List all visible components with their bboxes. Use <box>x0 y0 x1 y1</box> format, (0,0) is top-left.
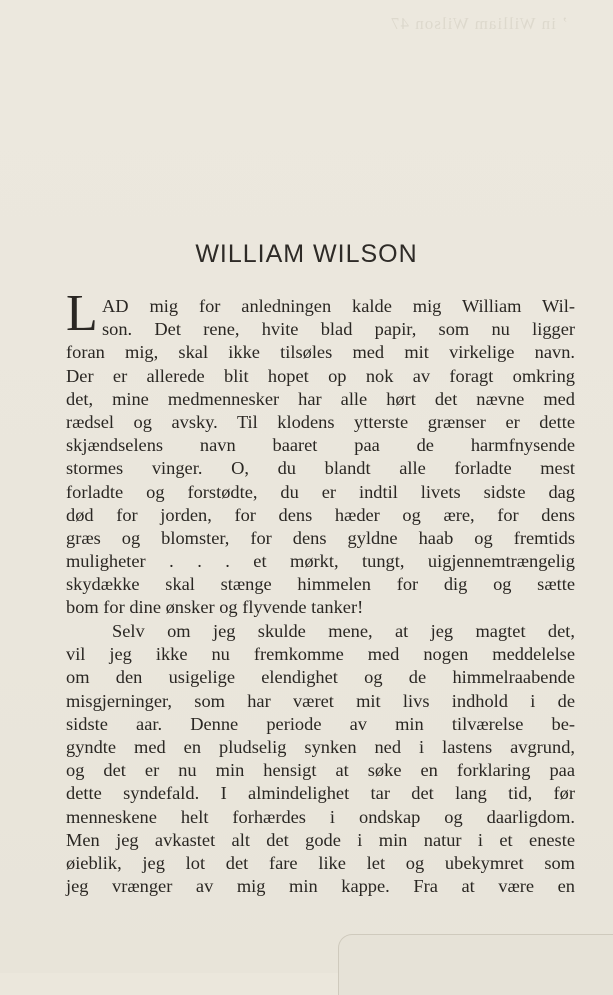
text-line: muligheter . . . et mørkt, tungt, uigjennemtrængelig <box>66 551 575 572</box>
page-corner-shadow <box>338 934 613 995</box>
text-line: Selv om jeg skulde mene, at jeg magtet det, <box>112 621 575 641</box>
paragraph-1 <box>66 295 575 620</box>
text-line: om den usigelige elendighet og de himmelraabende <box>66 667 575 688</box>
drop-cap: L <box>66 285 98 342</box>
text-line: forladte og forstødte, du er indtil livets sidste dag <box>66 481 575 502</box>
text-line: jeg vrænger av mig min kappe. Fra at være en <box>66 876 575 897</box>
text-line: foran mig, skal ikke tilsøles med mit virkelige navn. <box>66 342 575 363</box>
text-line: skydække skal stænge himmelen for dig og sætte <box>66 574 575 595</box>
text-line: bom for dine ønsker og flyvende tanker! <box>66 597 364 618</box>
text-line: misgjerninger, som har været mit livs indhold i de <box>66 690 575 711</box>
text-line: Men jeg avkastet alt det gode i min natur i et eneste <box>66 829 575 850</box>
text-line: Der er allerede blit hopet op nok av foragt omkring <box>66 365 575 386</box>
text-line: det, mine medmennesker har alle hørt det nævne med <box>66 388 575 409</box>
text-line: skjændselens navn baaret paa de harmfnysende <box>66 435 575 456</box>
text-line: rædsel og avsky. Til klodens ytterste grænser er dette <box>66 411 575 432</box>
text-line: død for jorden, for dens hæder og ære, for dens <box>66 504 575 525</box>
text-line: vil jeg ikke nu fremkomme med nogen meddelelse <box>66 644 575 665</box>
text-line: øieblik, jeg lot det fare like let og ubekymret som <box>66 852 575 873</box>
text-line: sidste aar. Denne periode av min tilværelse be- <box>66 713 575 734</box>
text-line: son. Det rene, hvite blad papir, som nu ligger <box>102 319 575 340</box>
bleed-through-text: ʼ in William Wilson 47 <box>390 14 568 33</box>
text-line: dette syndefald. I almindelighet tar det lang tid, før <box>66 783 575 804</box>
text-line: stormes vinger. O, du blandt alle forladte mest <box>66 458 575 479</box>
text-line: græs og blomster, for dens gyldne haab og fremtids <box>66 527 575 548</box>
text-line: AD mig for anledningen kalde mig William Wil- <box>102 296 575 316</box>
text-line: menneskene helt forhærdes i ondskap og daarligdom. <box>66 806 575 827</box>
chapter-title: WILLIAM WILSON <box>195 240 418 268</box>
text-line: og det er nu min hensigt at søke en forklaring paa <box>66 760 575 781</box>
paragraph-2 <box>66 620 575 898</box>
text-line: gyndte med en pludselig synken ned i lastens avgrund, <box>66 736 575 757</box>
